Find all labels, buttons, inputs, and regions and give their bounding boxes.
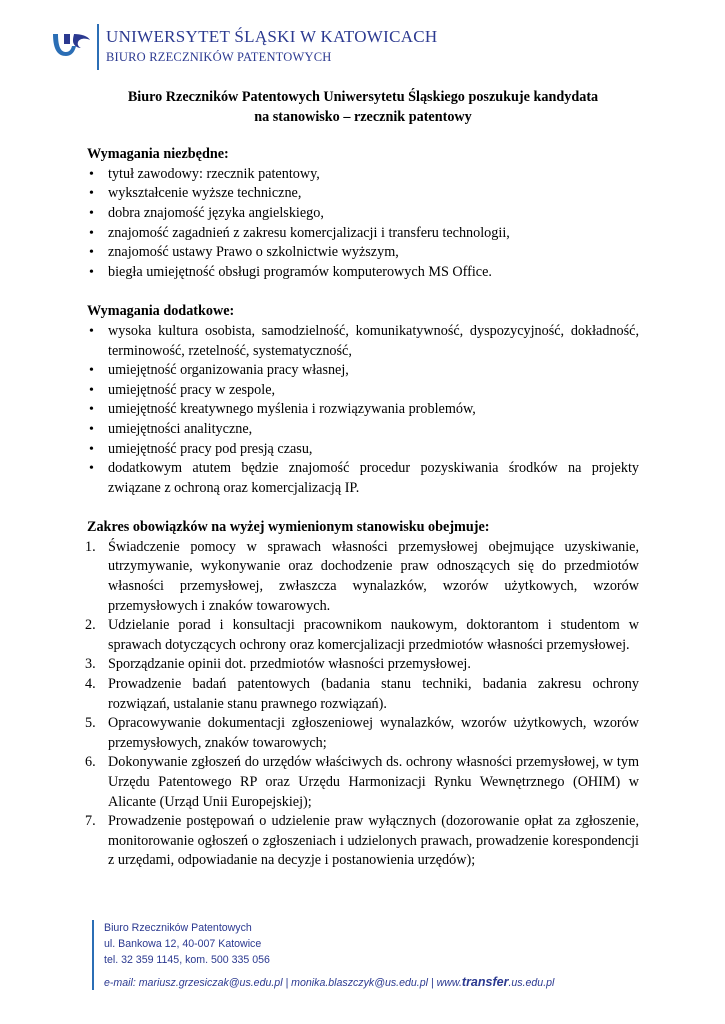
title-line-1: Biuro Rzeczników Patentowych Uniwersytetu Śląskiego poszukuje kandydata — [127, 89, 599, 105]
document-body — [87, 88, 639, 871]
list-item — [87, 616, 639, 655]
item-text: Sporządzanie opinii dot. przedmiotów własności przemysłowej. — [108, 656, 471, 673]
list-item: • umiejętność kreatywnego myślenia i rozwiązywania problemów, — [87, 400, 639, 420]
item-text: Udzielanie porad i konsultacji pracownikom naukowym, doktorantom i studentom w sprawach dotyczących ochrony oraz komercjalizacji przedmiotów własności przemysłowej. — [108, 617, 639, 653]
item-text: Prowadzenie postępowań o udzielenie praw wyłącznych (dozorowanie opłat za zgłoszenie, monitorowanie ogłoszeń o zgłoszeniach i udzielonych prawach, prowadzenie korespondencji z urzędami, odpowiadanie na decyzje i postanowienia urzędów); — [108, 813, 639, 869]
item-number: 5. — [85, 715, 96, 732]
list-item: • tytuł zawodowy: rzecznik patentowy, — [87, 165, 639, 185]
required-list — [87, 165, 639, 283]
university-name: UNIWERSYTET ŚLĄSKI W KATOWICACH — [106, 27, 438, 46]
item-number: 6. — [85, 754, 96, 771]
additional-list — [87, 322, 639, 498]
list-item — [87, 714, 639, 753]
item-text: Opracowywanie dokumentacji zgłoszeniowej wynalazków, wzorów użytkowych, wzorów przemysłowych, znaków towarowych; — [108, 715, 639, 751]
footer-phone: tel. 32 359 1145, kom. 500 335 056 — [104, 954, 270, 966]
letterhead — [50, 24, 438, 72]
list-item: • wysoka kultura osobista, samodzielność, komunikatywność, dyspozycyjność, dokładność, terminowość, rzetelność, systematyczność, — [87, 322, 639, 361]
footer-contact — [104, 975, 554, 989]
list-item: • umiejętności analityczne, — [87, 420, 639, 440]
list-item: • umiejętność pracy w zespole, — [87, 381, 639, 401]
department-name: BIURO RZECZNIKÓW PATENTOWYCH — [106, 50, 332, 64]
duties-heading: Zakres obowiązków na wyżej wymienionym stanowisku obejmuje: — [87, 519, 490, 536]
item-number: 4. — [85, 676, 96, 693]
required-heading: Wymagania niezbędne: — [87, 146, 229, 163]
list-item — [87, 675, 639, 714]
footer-divider — [92, 920, 94, 990]
item-text: Dokonywanie zgłoszeń do urzędów właściwych ds. ochrony własności przemysłowej, w tym Urzędu Patentowego RP oraz Urzędu Harmonizacji Rynku Wewnętrznego (OHIM) w Alicante (Urząd Unii Europejskiej); — [108, 754, 639, 810]
title-line-2: na stanowisko – rzecznik patentowy — [254, 108, 472, 125]
list-item — [87, 753, 639, 812]
item-number: 7. — [85, 813, 96, 830]
footer-website-brand[interactable]: transfer — [461, 975, 509, 989]
footer — [92, 920, 592, 992]
footer-emails[interactable]: e-mail: mariusz.grzesiczak@us.edu.pl | monika.blaszczyk@us.edu.pl | www. — [104, 977, 462, 989]
footer-website-suffix[interactable]: .us.edu.pl — [508, 977, 555, 989]
list-item: • wykształcenie wyższe techniczne, — [87, 184, 639, 204]
footer-office-name: Biuro Rzeczników Patentowych — [104, 922, 252, 934]
page-title — [87, 88, 639, 127]
item-number: 3. — [85, 656, 96, 673]
list-item: • znajomość zagadnień z zakresu komercjalizacji i transferu technologii, — [87, 224, 639, 244]
list-item: • dobra znajomość języka angielskiego, — [87, 204, 639, 224]
list-item — [87, 812, 639, 871]
header-divider — [97, 24, 99, 70]
footer-address: ul. Bankowa 12, 40-007 Katowice — [104, 938, 262, 950]
list-item: • umiejętność organizowania pracy własnej, — [87, 361, 639, 381]
list-item — [87, 655, 639, 675]
item-text: Prowadzenie badań patentowych (badania stanu techniki, badania zakresu ochrony rozwiązań, ustalanie stanu prawnego rozwiązań). — [108, 676, 639, 712]
item-number: 1. — [85, 538, 96, 555]
duties-list — [87, 538, 639, 871]
university-logo-icon — [50, 30, 92, 60]
list-item: • znajomość ustawy Prawo o szkolnictwie wyższym, — [87, 243, 639, 263]
list-item: • umiejętność pracy pod presją czasu, — [87, 440, 639, 460]
item-number: 2. — [85, 617, 96, 634]
list-item: • biegła umiejętność obsługi programów komputerowych MS Office. — [87, 263, 639, 283]
item-text: Świadczenie pomocy w sprawach własności przemysłowej obejmujące uzyskiwanie, utrzymywanie, wykonywanie oraz dochodzenie praw odnoszących się do przedmiotów własności przemysłowej, zwłaszcza wynalazków, wzorów użytkowych, wzorów przemysłowych i znaków towarowych. — [108, 538, 639, 614]
list-item — [87, 538, 639, 616]
list-item: • dodatkowym atutem będzie znajomość procedur pozyskiwania środków na projekty związane z ochroną oraz komercjalizacją IP. — [87, 459, 639, 498]
additional-heading: Wymagania dodatkowe: — [87, 303, 235, 320]
